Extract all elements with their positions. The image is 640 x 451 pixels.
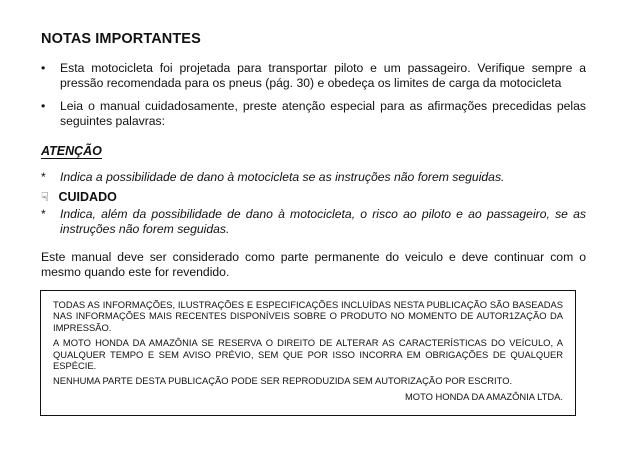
page-title: NOTAS IMPORTANTES	[41, 31, 201, 47]
cuidado-text: Indica, além da possibilidade de dano à motocicleta, o risco ao piloto e ao passageiro, se as instruções não forem seguidas.	[60, 207, 586, 236]
pointing-hand-icon: ☟	[41, 190, 49, 204]
bullet-text: Esta motocicleta foi projetada para transportar piloto e um passageiro. Verifique sempre a pressão recomendada para os pneus (pág. 30) e obedeça os limites de carga da motocicleta	[60, 61, 586, 90]
bullet-item	[41, 61, 586, 91]
bullet-text: Leia o manual cuidadosamente, preste atenção especial para as afirmações precedidas pelas seguintes palavras:	[60, 99, 586, 128]
atencao-item	[41, 170, 586, 185]
asterisk-mark: *	[41, 207, 46, 221]
atencao-heading-text: ATENÇÃO	[41, 144, 102, 158]
bullet-mark: •	[41, 61, 46, 75]
atencao-heading	[41, 144, 102, 158]
cuidado-heading-text: CUIDADO	[58, 190, 117, 204]
notice-signature: MOTO HONDA DA AMAZÔNIA LTDA.	[404, 390, 563, 402]
cuidado-item	[41, 207, 586, 237]
asterisk-mark: *	[41, 170, 46, 184]
notice-paragraph: NENHUMA PARTE DESTA PUBLICAÇÃO PODE SER REPRODUZIDA SEM AUTORIZAÇÃO POR ESCRITO.	[53, 375, 513, 387]
bullet-mark: •	[41, 99, 46, 113]
atencao-text: Indica a possibilidade de dano à motocicleta se as instruções não forem seguidas.	[60, 170, 505, 184]
notice-paragraph: A MOTO HONDA DA AMAZÔNIA SE RESERVA O DIREITO DE ALTERAR AS CARACTERÍSTICAS DO VEÍCULO, A QUALQUER TEMPO E SEM AVISO PRÉVIO, SEM QUE POR ISSO INCORRA EM OBRIGAÇÕES DE QUALQUER ESPÉCIE.	[53, 337, 563, 372]
notice-box	[40, 290, 576, 416]
permanent-part-paragraph: Este manual deve ser considerado como parte permanente do veiculo e deve continuar com o mesmo quando este for revendido.	[41, 250, 586, 279]
bullet-item	[41, 99, 586, 129]
notice-paragraph: TODAS AS INFORMAÇÕES, ILUSTRAÇÕES E ESPECIFICAÇÕES INCLUÍDAS NESTA PUBLICAÇÃO SÃO BASEADAS NAS INFORMAÇÕES MAIS RECENTES DISPONÍVEIS SOBRE O PRODUTO NO MOMENTO DE AUTOR1ZAÇÃO DA IMPRESSÃO.	[53, 299, 563, 333]
cuidado-heading	[41, 189, 117, 204]
